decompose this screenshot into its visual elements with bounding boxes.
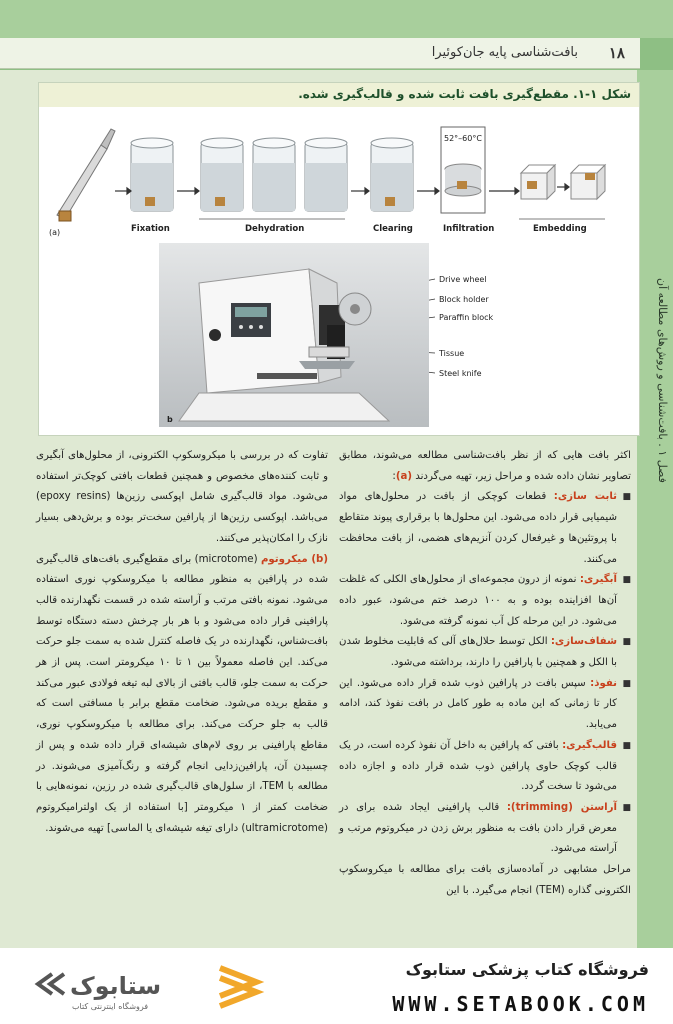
term-fixation: ثابت سازی: [553, 491, 617, 503]
chapter-side-tab [637, 70, 673, 948]
microtome-photo [159, 243, 429, 427]
list-item [339, 570, 631, 632]
intro-text: اکثر بافت هایی که از نظر بافت‌شناسی مطالعه می‌شوند، مطابق تصاویر نشان داده شده و مراحل زیر، تهیه می‌گردند [339, 450, 631, 482]
temperature-label: 52°–60°C [444, 134, 482, 143]
page-number: ۱۸ [608, 44, 625, 62]
logo-chevron-icon [220, 968, 256, 1006]
running-title: بافت‌شناسی پایه جان‌کوئیرا [431, 45, 578, 60]
figure-caption-bar [39, 83, 639, 107]
term-dehydration: آبگیری: [579, 574, 617, 586]
item-text: سپس بافت در پارافین ذوب شده قرار داده می‌شود. این کار تا زمانی که این ماده به طور کامل در بافت نفوذ کند، ادامه می‌یابد. [339, 677, 617, 731]
top-strip-light [0, 0, 673, 38]
tem-paragraph: تفاوت که در بررسی با میکروسکوپ الکترونی، از محلول‌های آبگیری و ثابت کننده‌های مخصوص و همچنین قطعات بافتی کوچک‌تر استفاده می‌شود. مواد قالب‌گیری شامل اپوکسی رزین‌ها (epoxy resins) می‌باشد. اپوکسی رزین‌ها از پارافین سخت‌تر بوده و برش‌دهی بسیار نازک را امکان‌پذیر می‌کنند. [36, 450, 328, 544]
term-trimming: آراستن (trimming): [506, 801, 617, 813]
term-infiltration: نفوذ: [590, 677, 617, 689]
label-drive-wheel: Drive wheel [439, 275, 487, 284]
store-logo [30, 964, 270, 1012]
dehydration-jar-2 [253, 138, 295, 211]
figure-caption: شکل ۱-۱. مقطع‌گیری بافت ثابت شده و قالب‌گیری شده. [298, 87, 631, 101]
label-tissue: Tissue [439, 349, 465, 358]
store-url[interactable]: WWW.SETABOOK.COM [392, 992, 649, 1016]
embedding-blocks [521, 165, 605, 199]
chapter-side-text: فصل ۱ . بافت‌شناسی و روش‌های مطالعه آن [656, 277, 669, 483]
list-item [339, 736, 631, 798]
figure-box [38, 82, 640, 436]
step-infiltration: Infiltration [443, 224, 495, 234]
logo-subtitle: فروشگاه اینترنتی کتاب [72, 1002, 149, 1011]
item-text: الکل توسط حلال‌های آلی که قابلیت مخلوط شدن با الکل و همچنین با پارافین را دارند، برداشته می‌شود. [339, 636, 617, 669]
label-block-holder: Block holder [439, 295, 489, 304]
step-clearing: Clearing [373, 224, 413, 234]
intro-figure-ref: (a) [395, 470, 412, 482]
clearing-jar [371, 138, 413, 211]
panel-b-label: b [167, 415, 173, 424]
item-text: نمونه از درون مجموعه‌ای از محلول‌های الکلی که غلظت آن‌ها افزاینده بوده و به ۱۰۰ درصد ختم می‌شود، عبور داده می‌شود. در این مرحله کل آب نمونه گرفته می‌شود. [339, 574, 618, 627]
panel-a-label: (a) [49, 228, 61, 237]
microtome-text: (microtome) برای مقطع‌گیری بافت‌های قالب‌گیری شده در پارافین به منظور مطالعه با میکروسکوپ نوری استفاده می‌شود. نمونه بافتی مرتب و آراسته شده در قسمت نگهدارنده قالب پارافینی قرار داده می‌شود و با هر بار چرخش دسته دستگاه توسط بافت‌شناس، نگهدارنده در یک فاصله کنترل شده به سمت جلو حرکت می‌کند. این فاصله معمولاً بین ۱ تا ۱۰ میکرومتر است. پس از هر حرکت به سمت جلو، قالب بافتی از بالای لبه تیغه فولادی عبور می‌کند و مقطع بریده می‌شود. ضخامت مقطع برابر با مسافتی است که قالب به جلو حرکت می‌کند. برای مطالعه با میکروسکوپ نوری، مقاطع پارافینی بر روی لام‌های شیشه‌ای قرار داده شده و پس از چسبیدن آن، پارافین‌زدایی انجام گرفته و رنگ‌آمیزی می‌شوند. در مطالعه با TEM، از سلول‌های قالب‌گیری شده در رزین، نمونه‌هایی با ضخامت کمتر از ۱ میکرومتر [با استفاده از یک اولترامیکروتوم (ultramicrotome) دارای تیغه شیشه‌ای یا الماسی] تهیه می‌شوند. [36, 553, 328, 834]
dehydration-jar-3 [305, 138, 347, 211]
label-steel-knife: Steel knife [439, 369, 482, 378]
dehydration-jar-1 [201, 138, 243, 211]
step-fixation: Fixation [131, 224, 170, 234]
logo-wordmark: ستابوک [70, 972, 162, 1000]
term-clearing: شفاف‌سازی: [550, 636, 617, 648]
intro-paragraph [339, 446, 631, 487]
item-text: بافتی که پارافین به داخل آن نفوذ کرده است، در یک قالب کوچک حاوی پارافین ذوب شده قرار داده و اجازه داده می‌شود تا سخت گردد. [339, 739, 617, 793]
right-text-column [339, 446, 631, 901]
store-footer [0, 948, 673, 1024]
fixation-jar [131, 138, 173, 211]
term-embedding: قالب‌گیری: [562, 739, 617, 751]
item-text: قالب پارافینی ایجاد شده برای در معرض قرار دادن بافت به منظور برش زدن در میکروتوم مرتب و آراسته می‌شود. [339, 801, 617, 855]
microtome-term: (b) میکروتوم [260, 553, 328, 565]
outro-paragraph: مراحل مشابهی در آماده‌سازی بافت برای مطالعه با میکروسکوپ الکترونی گذاره (TEM) انجام می‌گیرد. با این [339, 864, 631, 896]
list-item [339, 487, 631, 570]
store-name: فروشگاه کتاب پزشکی ستابوک [405, 960, 649, 979]
scalpel-icon [57, 129, 115, 221]
list-item [339, 632, 631, 673]
logo-arrows-icon [38, 974, 64, 994]
step-dehydration: Dehydration [245, 224, 305, 234]
left-text-column [36, 446, 328, 839]
list-item [339, 674, 631, 736]
microtome-paragraph [36, 550, 328, 840]
item-text: قطعات کوچکی از بافت در محلول‌های مواد شیمیایی قرار داده می‌شود. این محلول‌ها با برقراری پیوند متقاطع با پروتئین‌ها و غیرفعال کردن آنزیم‌های هضمی، از بافت محافظت می‌کنند. [339, 491, 617, 565]
intro-colon: : [392, 470, 396, 482]
list-item [339, 798, 631, 860]
label-paraffin-block: Paraffin block [439, 313, 494, 322]
step-embedding: Embedding [533, 224, 587, 234]
